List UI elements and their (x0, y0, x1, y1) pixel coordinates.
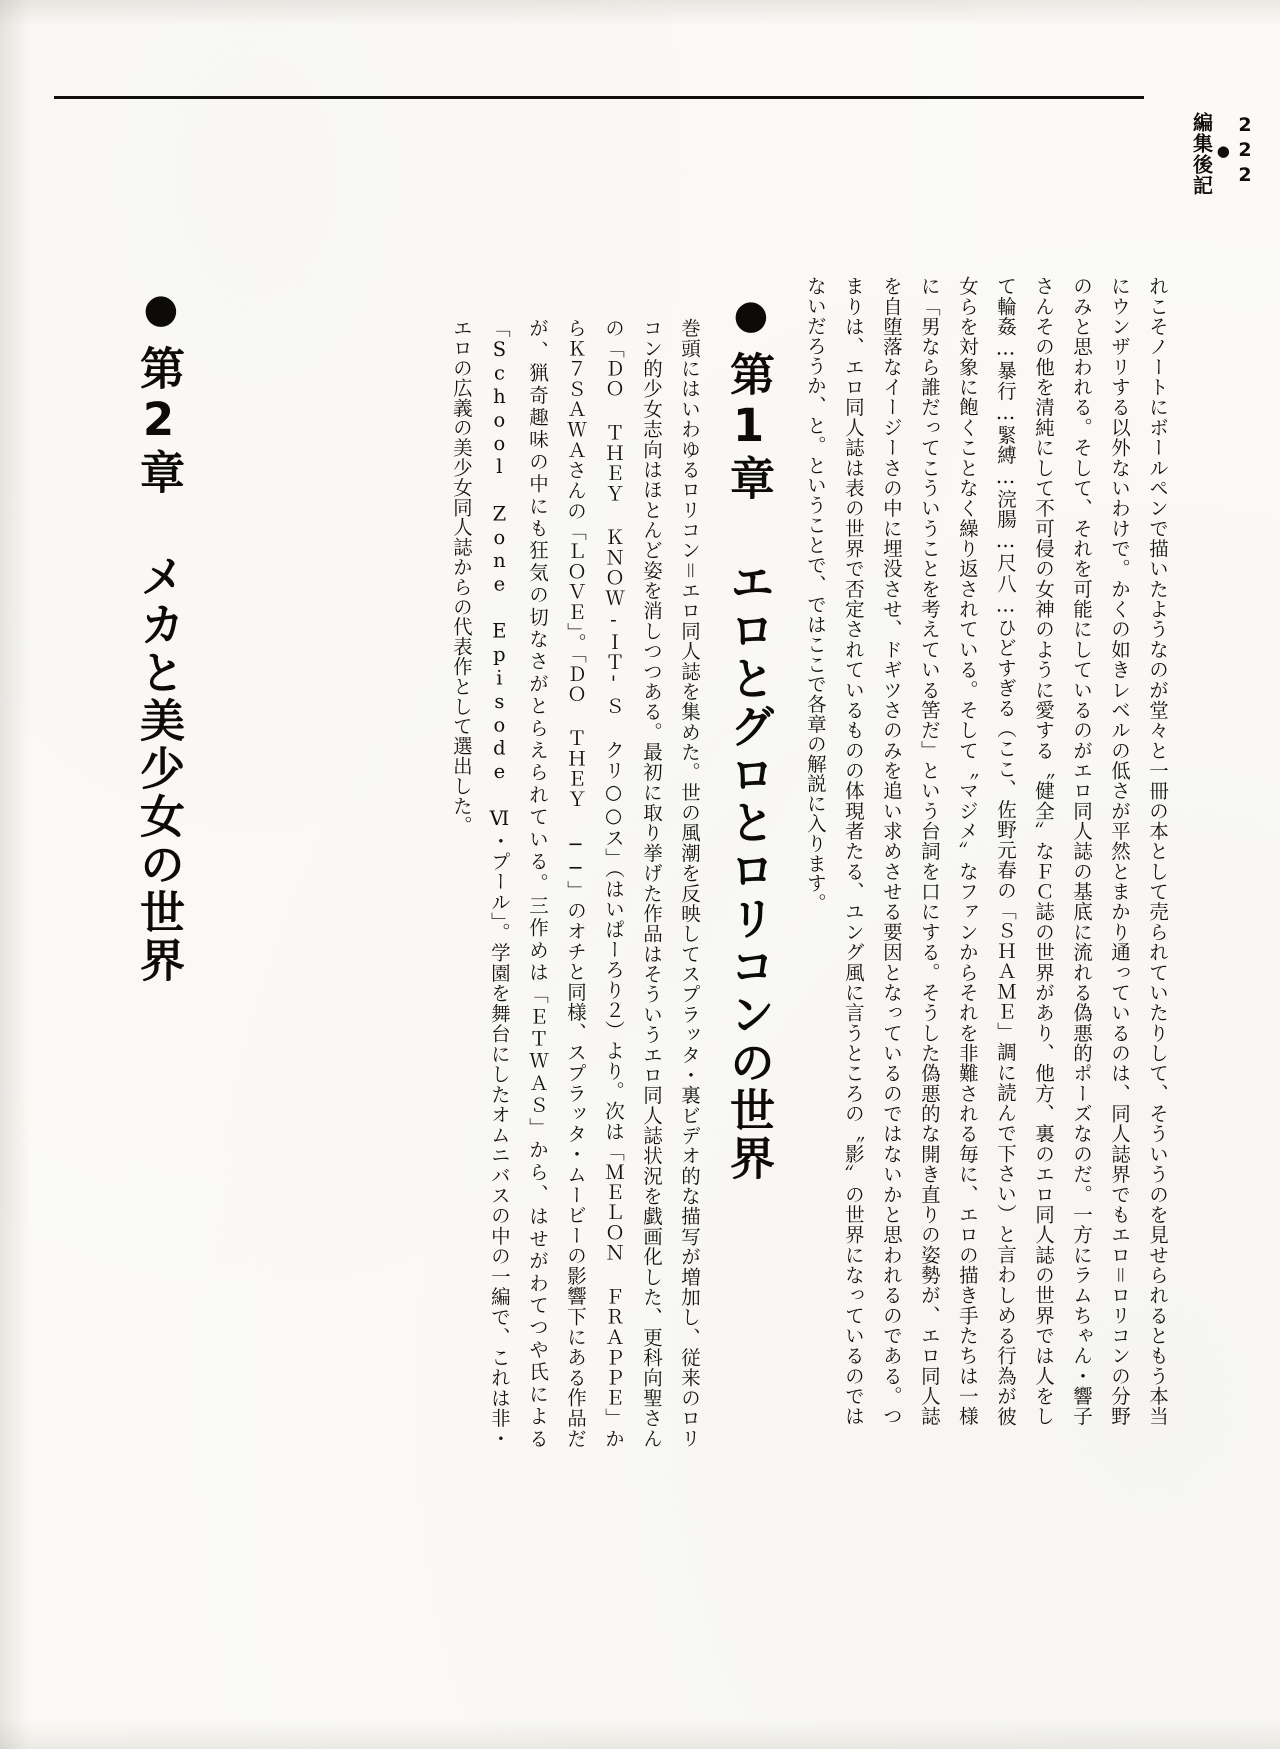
body-column-continuation: れこそノートにボールペンで描いたようなのが堂々と一冊の本として売られていたりして、そういうのを見せられるともう本当にウンザリする以外ないわけで。かくの如きレベルの低さが平然とまかり通っているのは、同人誌界でもエロ＝ロリコンの分野のみと思われる。そして、それを可能にしているのがエロ同人誌の基底に流れる偽悪的ポーズなのだ。一方にラムちゃん・響子さんその他を清純にして不可侵の女神のように愛する〝健全〟なＦＣ誌の世界があり、他方、裏のエロ同人誌の世界では人をして輪姦…暴行…緊縛…浣腸…尺八…ひどすぎる（ここ、佐野元春の「ＳＨＡＭＥ」調に読んで下さい）と言わしめる行為が彼女らを対象に飽くことなく繰り返されている。そして〝マジメ〟なファンからそれを非難される毎に、エロの描き手たちは一様に「男なら誰だってこういうことを考えている筈だ」という台詞を口にする。そうした偽悪的な開き直りの姿勢が、エロ同人誌を自堕落なイージーさの中に埋没させ、ドギツさのみを追い求めさせる要因となっているのではないかと思われるのである。つまりは、エロ同人誌は表の世界で否定されているものの体現者たる、ユング風に言うところの〝影〟の世界になっているのではないだろうか、と。ということで、ではここで各章の解説に入ります。 (803, 276, 1169, 1426)
running-head (1189, 112, 1256, 196)
page-number: 222 (1234, 113, 1256, 189)
bullet-icon: ● (138, 286, 184, 335)
running-head-label: 編集後記 (1189, 112, 1214, 196)
chapter-1-heading (722, 292, 775, 1272)
bullet-icon: ● (1214, 142, 1233, 162)
chapter-1-body: 巻頭にはいわゆるロリコン＝エロ同人誌を集めた。世の風潮を反映してスプラッタ・裏ビデオ的な描写が増加し、従来のロリコン的少女志向はほとんど姿を消しつつある。最初に取り挙げた作品はそういうエロ同人誌状況を戯画化した、更科向聖さんの「ＤＯ ＴＨＥＹ ＫＮＯＷ-ＩＴ'Ｓ クリ○○ス」（はいぱーろり２）より。次は「ＭＥＬＯＮ ＦＲＡＰＰＥ」からＫ７ＳＡＷＡさんの「ＬＯＶＥ」。「ＤＯ ＴＨＥＹ ──」のオチと同様、スプラッタ・ムービーの影響下にある作品だが、猟奇趣味の中にも狂気の切なさがとらえられている。三作めは「ＥＴＷＡＳ」から、はせがわてつや氏による「School Zone Episode Ⅵ・プール」。学園を舞台にしたオムニバスの中の一編で、これは非・エロの広義の美少女同人誌からの代表作として選出した。 (449, 318, 701, 1448)
chapter-2-heading (132, 286, 185, 1296)
chapter-1-title: 第1章 エロとグロとロリコンの世界 (722, 351, 775, 1183)
scan-edge-bottom (0, 1719, 1280, 1749)
chapter-2-title: 第2章 メカと美少女の世界 (132, 345, 185, 985)
scan-edge-top (0, 0, 1280, 26)
header-rule (54, 96, 1144, 99)
bullet-icon: ● (728, 292, 774, 341)
scan-edge-left (0, 0, 30, 1749)
